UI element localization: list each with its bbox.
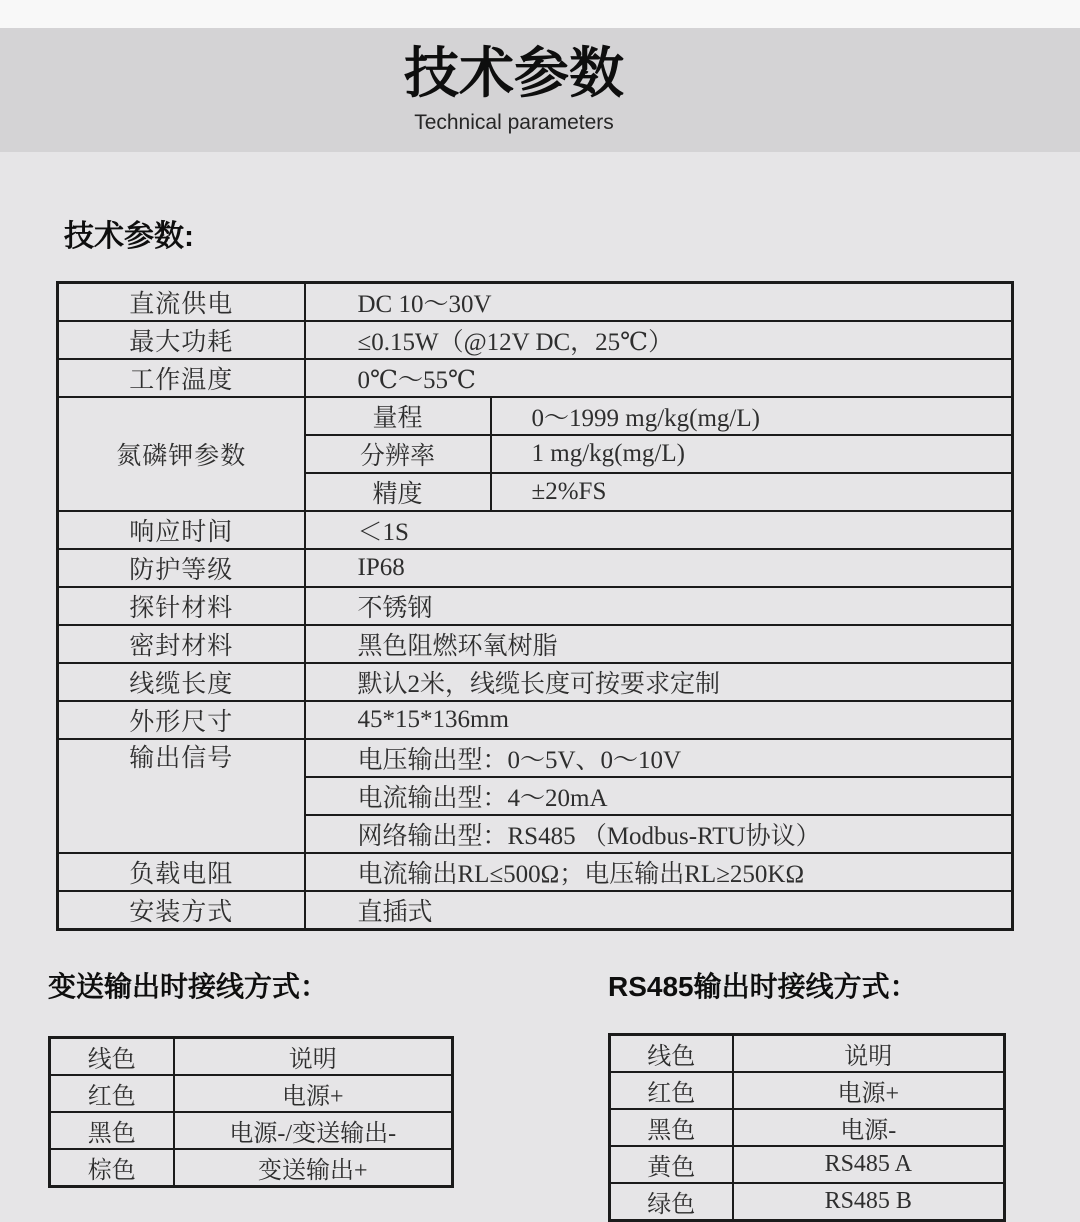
spec-row: [58, 511, 1013, 549]
wiring-row: [610, 1072, 1005, 1109]
spec-value-cell: 电流输出型：4～20mA: [305, 777, 1013, 815]
wiring-header-cell: 说明: [174, 1038, 453, 1076]
spec-row: [58, 321, 1013, 359]
spec-label-cell: 外形尺寸: [58, 701, 305, 739]
spec-value-cell: 电压输出型：0～5V、0～10V: [305, 739, 1013, 777]
spec-subvalue-cell: 1 mg/kg(mg/L): [491, 435, 1013, 473]
spec-label-cell: 探针材料: [58, 587, 305, 625]
wire-color-cell: 黑色: [50, 1112, 174, 1149]
wiring-row: [610, 1146, 1005, 1183]
spec-value-cell: 直插式: [305, 891, 1013, 930]
spec-row: [58, 663, 1013, 701]
spec-value-cell: ＜1S: [305, 511, 1013, 549]
wire-desc-cell: 电源+: [174, 1075, 453, 1112]
wire-color-cell: 红色: [610, 1072, 733, 1109]
wiring-header-row: [50, 1038, 453, 1076]
spec-label-cell: 安装方式: [58, 891, 305, 930]
wire-color-cell: 绿色: [610, 1183, 733, 1221]
header-content: [0, 28, 1054, 152]
spec-subvalue-cell: 0～1999 mg/kg(mg/L): [491, 397, 1013, 435]
wire-desc-cell: RS485 B: [733, 1183, 1005, 1221]
wiring-header-row: [610, 1035, 1005, 1073]
spec-row: [58, 701, 1013, 739]
page-title: 技术参数: [403, 42, 624, 105]
spec-sublabel-cell: 分辨率: [305, 435, 491, 473]
wire-color-cell: 红色: [50, 1075, 174, 1112]
spec-label-cell: 线缆长度: [58, 663, 305, 701]
spec-group-label-cell: 氮磷钾参数: [58, 397, 305, 511]
spec-value-cell: DC 10～30V: [305, 283, 1013, 322]
wiring-left-title: 变送输出时接线方式：: [48, 971, 329, 1002]
spec-row-output: [58, 739, 1013, 777]
wiring-header-cell: 线色: [610, 1035, 733, 1073]
spec-label-cell: 最大功耗: [58, 321, 305, 359]
spec-label-cell: 负载电阻: [58, 853, 305, 891]
wire-desc-cell: RS485 A: [733, 1146, 1005, 1183]
spec-row: [58, 853, 1013, 891]
spec-sublabel-cell: 量程: [305, 397, 491, 435]
wire-desc-cell: 电源-/变送输出-: [174, 1112, 453, 1149]
spec-value-cell: ≤0.15W（@12V DC，25℃）: [305, 321, 1013, 359]
spec-subvalue-cell: ±2%FS: [491, 473, 1013, 511]
spec-value-cell: 黑色阻燃环氧树脂: [305, 625, 1013, 663]
wire-desc-cell: 电源+: [733, 1072, 1005, 1109]
wiring-right-table: [608, 1033, 1006, 1222]
wiring-row: [610, 1183, 1005, 1221]
wire-desc-cell: 电源-: [733, 1109, 1005, 1146]
spec-sublabel-cell: 精度: [305, 473, 491, 511]
wiring-row: [50, 1112, 453, 1149]
spec-table: [56, 281, 1014, 931]
spec-label-cell: 防护等级: [58, 549, 305, 587]
spec-row: [58, 587, 1013, 625]
wiring-left-table: [48, 1036, 454, 1188]
wiring-header-cell: 线色: [50, 1038, 174, 1076]
spec-label-cell: 工作温度: [58, 359, 305, 397]
spec-label-cell: 直流供电: [58, 283, 305, 322]
wiring-row: [610, 1109, 1005, 1146]
wire-color-cell: 黄色: [610, 1146, 733, 1183]
spec-value-cell: 电流输出RL≤500Ω；电压输出RL≥250KΩ: [305, 853, 1013, 891]
spec-value-cell: 0℃～55℃: [305, 359, 1013, 397]
spec-row: [58, 359, 1013, 397]
spec-label-cell: 密封材料: [58, 625, 305, 663]
wiring-row: [50, 1075, 453, 1112]
top-strip: [0, 0, 1080, 28]
wiring-row: [50, 1149, 453, 1187]
spec-group-label-cell: 输出信号: [58, 739, 305, 853]
spec-section-heading: 技术参数:: [64, 220, 194, 253]
spec-row: [58, 625, 1013, 663]
wiring-header-cell: 说明: [733, 1035, 1005, 1073]
spec-row: [58, 283, 1013, 322]
spec-row-npk: [58, 397, 1013, 435]
spec-label-cell: 响应时间: [58, 511, 305, 549]
wire-color-cell: 黑色: [610, 1109, 733, 1146]
header-band: [0, 28, 1080, 152]
wire-color-cell: 棕色: [50, 1149, 174, 1187]
spec-value-cell: IP68: [305, 549, 1013, 587]
spec-row: [58, 549, 1013, 587]
wiring-right-title: RS485输出时接线方式：: [608, 971, 918, 1002]
spec-value-cell: 默认2米，线缆长度可按要求定制: [305, 663, 1013, 701]
page-subtitle: Technical parameters: [414, 110, 614, 134]
spec-value-cell: 45*15*136mm: [305, 701, 1013, 739]
spec-value-cell: 网络输出型：RS485 （Modbus-RTU协议）: [305, 815, 1013, 853]
spec-value-cell: 不锈钢: [305, 587, 1013, 625]
wire-desc-cell: 变送输出+: [174, 1149, 453, 1187]
spec-row: [58, 891, 1013, 930]
